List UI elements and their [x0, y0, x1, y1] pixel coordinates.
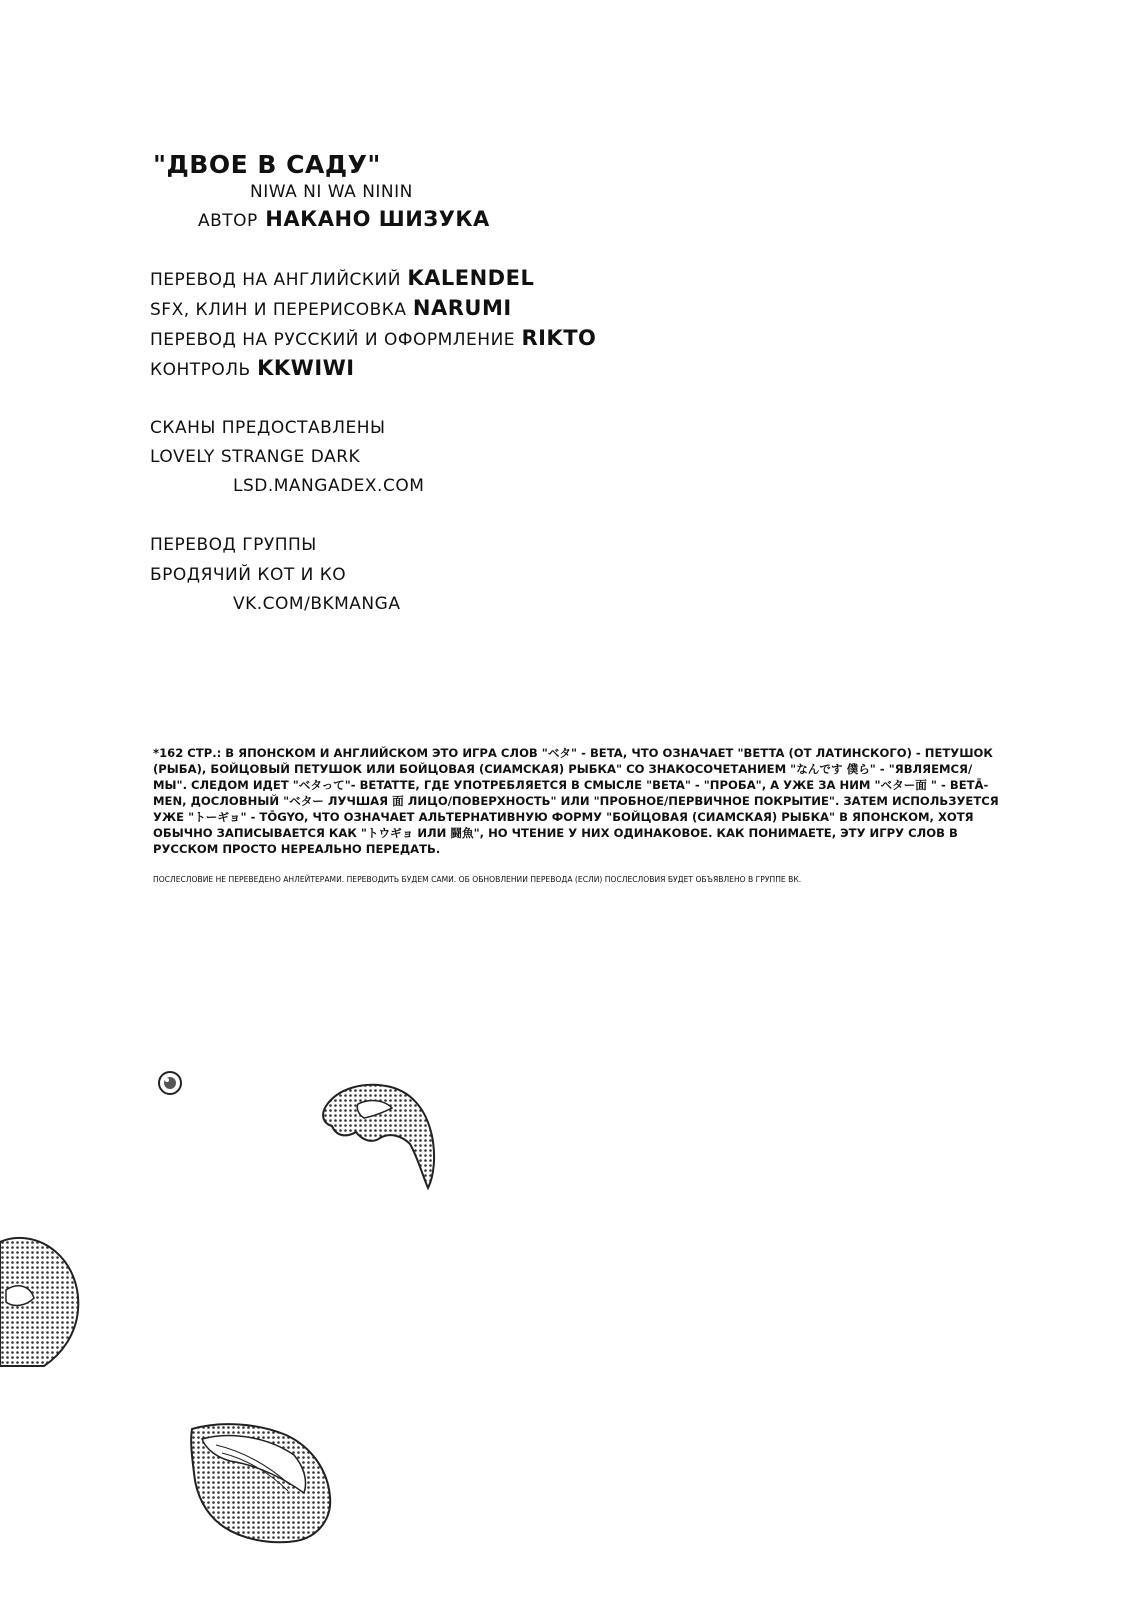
- petal-illustration: [186, 1415, 336, 1545]
- group-heading: ПЕРЕВОД ГРУППЫ: [150, 535, 317, 555]
- author-label: АВТОР: [198, 211, 258, 231]
- author-name: НАКАНО ШИЗУКА: [265, 207, 490, 231]
- author-line: [198, 207, 490, 231]
- scans-heading: СКАНЫ ПРЕДОСТАВЛЕНЫ: [150, 418, 386, 438]
- credit-label: ПЕРЕВОД НА РУССКИЙ И ОФОРМЛЕНИЕ: [150, 330, 516, 350]
- afterword-note: ПОСЛЕСЛОВИЕ НЕ ПЕРЕВЕДЕНО АНЛЕЙТЕРАМИ. ПЕРЕВОДИТЬ БУДЕМ САМИ. ОБ ОБНОВЛЕНИИ ПЕРЕВОДА (ЕСЛИ) ПОСЛЕСЛОВИЯ БУДЕТ ОБЪЯВЛЕНО В ГРУППЕ ВК.: [153, 875, 802, 884]
- credit-sfx: [150, 296, 512, 320]
- credit-control: [150, 356, 355, 380]
- romaji-title: NIWA NI WA NININ: [250, 182, 413, 202]
- credit-label: SFX, КЛИН И ПЕРЕРИСОВКА: [150, 300, 407, 320]
- petal-illustration: [0, 1230, 82, 1370]
- scans-group: LOVELY STRANGE DARK: [150, 447, 361, 467]
- credit-name: NARUMI: [412, 296, 512, 320]
- credit-name: RIKTO: [521, 326, 597, 350]
- group-name: БРОДЯЧИЙ КОТ И КО: [150, 565, 347, 585]
- credit-russian: [150, 326, 596, 350]
- credit-label: КОНТРОЛЬ: [150, 360, 251, 380]
- credit-label: ПЕРЕВОД НА АНГЛИЙСКИЙ: [150, 270, 401, 290]
- group-url[interactable]: VK.COM/BKMANGA: [233, 594, 401, 614]
- credit-name: KKWIWI: [257, 356, 355, 380]
- bead-illustration: [155, 1068, 185, 1098]
- footnote-text: *162 СТР.: В ЯПОНСКОМ И АНГЛИЙСКОМ ЭТО ИГРА СЛОВ "ベタ" - BETA, ЧТО ОЗНАЧАЕТ "BETTA (ОТ ЛАТИНСКОГО) - ПЕТУШОК (РЫБА), БОЙЦОВЫЙ ПЕТУШОК ИЛИ БОЙЦОВАЯ (СИАМСКАЯ) РЫБКА" СО ЗНАКОСОЧЕТАНИЕМ "なんです 僕ら" - "ЯВЛЯЕМСЯ/МЫ". СЛЕДОМ ИДЕТ "ベタって"- BETATTE, ГДЕ УПОТРЕБЛЯЕТСЯ В СМЫСЛЕ "BETA" - "ПРОБА", А УЖЕ ЗА НИМ "ベター面 " - BETĀ-MEN, ДОСЛОВНЫЙ "ベター ЛУЧШАЯ 面 ЛИЦО/ПОВЕРХНОСТЬ" ИЛИ "ПРОБНОЕ/ПЕРВИЧНОЕ ПОКРЫТИЕ". ЗАТЕМ ИСПОЛЬЗУЕТСЯ УЖЕ "トーギョ" - TŌGYO, ЧТО ОЗНАЧАЕТ АЛЬТЕРНАТИВНУЮ ФОРМУ "БОЙЦОВАЯ (СИАМСКАЯ) РЫБКА" В ЯПОНСКОМ, ХОТЯ ОБЫЧНО ЗАПИСЫВАЕТСЯ КАК "トウギョ ИЛИ 闘魚", НО ЧТЕНИЕ У НИХ ОДИНАКОВОЕ. КАК ПОНИМАЕТЕ, ЭТУ ИГРУ СЛОВ В РУССКОМ ПРОСТО НЕРЕАЛЬНО ПЕРЕДАТЬ.: [153, 746, 999, 856]
- translator-notes: [153, 745, 1003, 903]
- credit-name: KALENDEL: [407, 266, 535, 290]
- credit-english: [150, 266, 534, 290]
- petal-illustration: [318, 1078, 448, 1193]
- page-title: "ДВОЕ В САДУ": [153, 150, 381, 179]
- scans-url[interactable]: LSD.MANGADEX.COM: [233, 476, 425, 496]
